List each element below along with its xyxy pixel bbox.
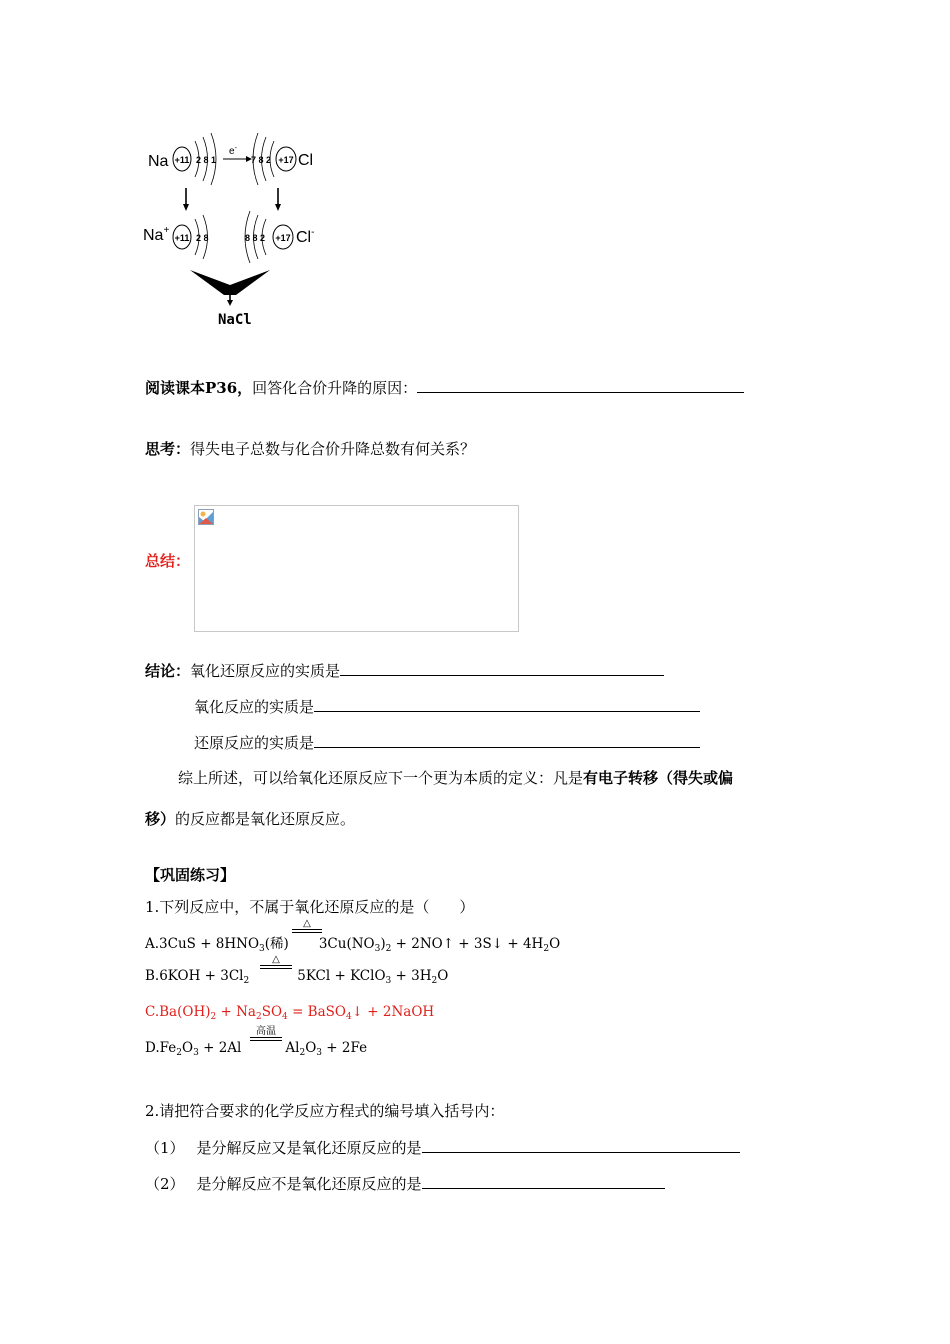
read-text: 回答化合价升降的原因： <box>252 379 418 397</box>
summary-label: 总结： <box>145 552 191 570</box>
cl-ion-nucleus-charge: +17 <box>275 233 291 243</box>
cl-shells: 7 8 2 <box>251 155 272 165</box>
na-shells: 2 8 1 <box>196 155 217 165</box>
question-1: 1.下列反应中，不属于氧化还原反应的是（ ） <box>145 898 475 916</box>
conclusion-line-3 <box>194 732 700 753</box>
question-2-part-2 <box>145 1173 665 1194</box>
conclusion-line-1 <box>145 660 664 681</box>
option-d[interactable]: $D.Fe_2O_3 + 2Al$ $Al_2O_3 + 2Fe$ <box>145 1040 368 1058</box>
option-b-heat-condition <box>260 955 292 969</box>
conclusion-line-2 <box>194 696 700 717</box>
definition-pre: 综上所述，可以给氧化还原反应下一个更为本质的定义：凡是 <box>178 769 584 787</box>
equals-bar <box>260 965 292 969</box>
na-ion-symbol: Na+ <box>143 225 170 244</box>
conclusion-label: 结论： <box>145 662 191 680</box>
practice-heading: 【巩固练习】 <box>145 866 236 884</box>
cl-ion-shells: 8 8 2 <box>245 233 266 243</box>
electron-label: e- <box>229 145 237 157</box>
conclusion-text-1: 氧化还原反应的实质是 <box>190 662 341 680</box>
think-text: 得失电子总数与化合价升降总数有何关系？ <box>190 440 476 458</box>
cl-ion-symbol: Cl- <box>296 227 315 246</box>
definition-bold-1: 有电子转移（得失或偏 <box>583 769 734 787</box>
cl-down-arrowhead <box>275 204 281 211</box>
na-nucleus-charge: +11 <box>174 155 190 165</box>
na-ion-nucleus-charge: +11 <box>174 233 190 243</box>
q2-1-text: 是分解反应又是氧化还原反应的是 <box>196 1139 422 1157</box>
conclusion-text-3: 还原反应的实质是 <box>194 734 315 752</box>
definition-line-1 <box>178 767 733 788</box>
read-label: 阅读课本P36， <box>145 379 253 397</box>
conclusion-blank-2[interactable] <box>314 696 700 712</box>
equals-bar <box>250 1037 282 1041</box>
q2-2-blank[interactable] <box>422 1173 665 1189</box>
option-c[interactable]: $C.Ba(OH)_2 + Na_2SO_4$ = BaSO$_4$↓ + 2NaOH <box>145 1004 435 1022</box>
read-question <box>145 377 744 398</box>
option-d-high-temp-condition <box>250 1027 282 1041</box>
option-a[interactable]: $A.3CuS + 8HNO_3$(稀) $3Cu(NO_3)_2$ + 2NO↑ + 3S↓ + $4H_2O$ <box>145 936 561 954</box>
heat-triangle-icon: △ <box>272 954 280 965</box>
product-nacl: NaCl <box>218 312 252 328</box>
conclusion-blank-1[interactable] <box>340 660 664 676</box>
q2-1-blank[interactable] <box>422 1137 740 1153</box>
na-ion-shells: 2 8 <box>196 233 209 243</box>
q2-2-text: 是分解反应不是氧化还原反应的是 <box>196 1175 422 1193</box>
read-answer-blank[interactable] <box>417 377 744 393</box>
conclusion-text-2: 氧化反应的实质是 <box>194 698 315 716</box>
option-b[interactable]: $B.6KOH + 3Cl_2$ 5KCl + KClO$_3$ + $3H_2O$ <box>145 968 449 986</box>
conclusion-blank-3[interactable] <box>314 732 700 748</box>
question-2: 2.请把符合要求的化学反应方程式的编号填入括号内： <box>145 1102 505 1120</box>
combine-arrowhead <box>227 300 233 306</box>
cl-nucleus-charge: +17 <box>278 155 294 165</box>
definition-line-2 <box>145 808 355 829</box>
option-a-heat-condition <box>292 919 322 933</box>
high-temp-label: 高温 <box>256 1026 276 1037</box>
broken-image-icon <box>198 509 214 525</box>
heat-triangle-icon: △ <box>303 918 311 929</box>
q2-1-number: （1） <box>145 1139 185 1157</box>
think-question <box>145 438 475 459</box>
definition-bold-2: 移） <box>145 810 176 828</box>
na-down-arrowhead <box>183 204 189 211</box>
think-label: 思考： <box>145 440 191 458</box>
question-2-part-1 <box>145 1137 740 1158</box>
summary-image-frame <box>194 505 519 632</box>
electron-transfer-diagram <box>140 125 330 330</box>
equals-bar <box>292 929 322 933</box>
cl-symbol: Cl <box>298 152 314 169</box>
na-symbol: Na <box>148 153 169 170</box>
definition-post: 的反应都是氧化还原反应。 <box>175 810 356 828</box>
q2-2-number: （2） <box>145 1175 185 1193</box>
